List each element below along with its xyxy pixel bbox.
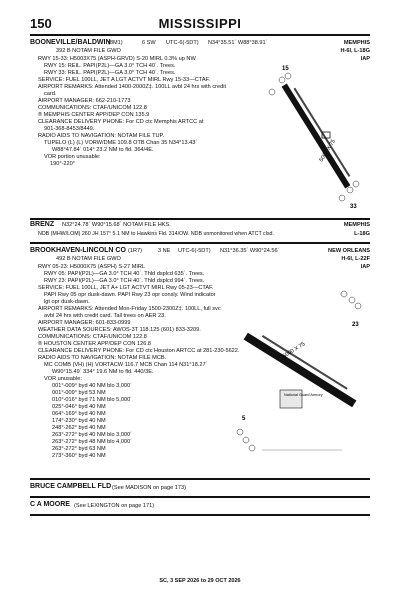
brookhaven-chart2: IAP xyxy=(360,264,370,270)
booneville-name: BOONEVILLE/BALDWIN xyxy=(30,39,111,46)
effective-dates-footer: SC, 3 SEP 2026 to 29 OCT 2026 xyxy=(159,578,241,584)
booneville-navaids: RADIO AIDS TO NAVIGATION: NOTAM FILE TUP. xyxy=(38,133,165,139)
booneville-coords: N34°35.51´ W88°38.91´ xyxy=(208,40,268,46)
brookhaven-weather: WEATHER DATA SOURCES: AWOS-3T 118.125 (601) 833-3209. xyxy=(38,327,201,333)
parallel-taxiway xyxy=(262,335,348,390)
brookhaven-rwy05: RWY 05: PAPI(P2L)—GA 3.0° TCH 40´. Thld dsplcd 635´. Trees. xyxy=(44,271,205,277)
brookhaven-name: BROOKHAVEN-LINCOLN CO xyxy=(30,247,126,254)
runway-end-23: 23 xyxy=(352,322,359,328)
brenz-chart: L-18G xyxy=(354,231,370,237)
bruce-campbell-ref: (See MADISON on page 173) xyxy=(112,485,186,491)
booneville-vor-unusable: VOR portion unusable: xyxy=(44,154,101,160)
booneville-utc: UTC-6(-5DT) xyxy=(166,40,199,46)
vor-restriction: 273°-360° byd 40 NM xyxy=(52,453,106,459)
runway-end-33: 33 xyxy=(350,204,357,210)
brookhaven-utc: UTC-6(-5DT) xyxy=(178,248,211,254)
section-rule xyxy=(30,478,370,480)
vor-restriction: 010°-016° byd 71 NM blo 5,000´ xyxy=(52,397,133,403)
booneville-manager: AIRPORT MANAGER: 662-210-1773 xyxy=(38,98,131,104)
booneville-vor-range: 190°-220° xyxy=(50,161,76,167)
brookhaven-remarks-cont: avbl 24 hrs with credit card. Tall trees on AER 23. xyxy=(44,313,166,319)
brookhaven-mccomb-cont: W90°15.49´ 334° 19.6 NM to fld. 440/3E. xyxy=(52,369,154,375)
page-number: 150 xyxy=(30,16,52,31)
section-rule xyxy=(30,496,370,498)
vor-restriction: 263°-272° byd 48 NM blo 4,000´ xyxy=(52,439,133,445)
runway-dimension-label: 5000 X 75 xyxy=(281,341,307,360)
booneville-clearance: CLEARANCE DELIVERY PHONE: For CD ctc Memphis ARTCC at xyxy=(38,119,204,125)
brookhaven-vor-unusable: VOR unusable: xyxy=(44,376,82,382)
vor-restriction: 001°-009° byd 40 NM blo 3,000´ xyxy=(52,383,133,389)
brookhaven-line2: 492 B NOTAM FILE GWO xyxy=(56,256,121,262)
brookhaven-mccomb: MC COMB (VH) (H) VORTACW 116.7 MCB Chan 114 N31°18.27´ xyxy=(44,362,208,368)
brookhaven-remarks: AIRPORT REMARKS: Attended Mon-Friday 1500-2300Z‡. 100LL, full svc xyxy=(38,306,221,312)
booneville-dist: 6 SW xyxy=(142,40,156,46)
booneville-rwy: RWY 15-33: H5003X75 (ASPH-GRVD) S-20 MIRL 0.3% up NW xyxy=(38,56,196,62)
booneville-rwy33: RWY 33: REIL. PAPI(P2L)—GA 3.0° TCH 40´. Trees. xyxy=(44,70,176,76)
booneville-line2: 392 B NOTAM FILE GWO xyxy=(56,48,121,54)
booneville-remarks-cont: card. xyxy=(44,91,57,97)
brookhaven-manager: AIRPORT MANAGER: 601-833-0999 xyxy=(38,320,131,326)
brookhaven-chart1: H-6I, L-22F xyxy=(341,256,370,262)
brookhaven-region: NEW ORLEANS xyxy=(328,248,370,254)
brookhaven-id: (1R7) xyxy=(128,248,142,254)
runway-end-15: 15 xyxy=(282,66,289,72)
page-title: MISSISSIPPI xyxy=(158,16,242,31)
vor-restriction: 064°-169° byd 40 NM xyxy=(52,411,106,417)
booneville-chart2: IAP xyxy=(360,56,370,62)
booneville-airport-diagram xyxy=(262,62,370,210)
booneville-id: (8M1) xyxy=(108,40,123,46)
section-rule xyxy=(30,218,370,220)
vor-restriction: 025°-046° byd 40 NM xyxy=(52,404,106,410)
booneville-approach: ® MEMPHIS CENTER APP/DEP CON 135.9 xyxy=(38,112,150,118)
runway-15-33 xyxy=(282,84,351,189)
header-rule xyxy=(30,34,370,36)
vor-restriction: 174°-230° byd 40 NM xyxy=(52,418,106,424)
runway-dimension-label: 5003 X 75 xyxy=(318,138,337,164)
vor-restriction: 263°-272° byd 63 NM xyxy=(52,446,106,452)
brookhaven-comms: COMMUNICATIONS: CTAF/UNICOM 122.8 xyxy=(38,334,147,340)
booneville-region: MEMPHIS xyxy=(343,40,370,46)
brookhaven-service-cont: PAPI Rwy 05 opr dusk-dawn. PAPI Rwy 23 opr consly. Wind indicator xyxy=(44,292,216,298)
bruce-campbell-name: BRUCE CAMPBELL FLD xyxy=(30,483,112,490)
booneville-tupelo-cont: W88°47.84´ 014° 23.2 NM to fld. 364/4E. xyxy=(52,147,154,153)
vor-restriction: 263°-272° byd 40 NM blo 3,000´ xyxy=(52,432,133,438)
brookhaven-airport-diagram xyxy=(232,280,370,470)
brenz-region: MEMPHIS xyxy=(343,222,370,228)
brookhaven-service: SERVICE: FUEL 100LL, JET A+ LGT ACTVT MIRL Rwy 05-23—CTAF. xyxy=(38,285,214,291)
brookhaven-coords: N31°36.35´ W90°24.56´ xyxy=(220,248,280,254)
booneville-tupelo: TUPELO (L) (L) VORW/DME 109.8 OTB Chan 35 N34°13.43´ xyxy=(44,140,198,146)
vor-restriction: 248°-262° byd 40 NM xyxy=(52,425,106,431)
brenz-line1: N32°24.78´ W90°15.68´ NOTAM FILE HKS. xyxy=(62,222,171,228)
ca-moore-ref: (See LEXINGTON on page 171) xyxy=(74,503,155,509)
brookhaven-navaids: RADIO AIDS TO NAVIGATION: NOTAM FILE MCB. xyxy=(38,355,167,361)
armory-label: National Guard Armory xyxy=(284,393,323,397)
booneville-remarks: AIRPORT REMARKS: Attended 1400-2000Z‡. 100LL avbl 24 hrs with credit xyxy=(38,84,227,90)
brookhaven-dist: 3 NE xyxy=(158,248,171,254)
booneville-service: SERVICE: FUEL 100LL, JET A LGT ACTVT MIRL Rwy 15-33—CTAF. xyxy=(38,77,210,83)
section-rule xyxy=(30,514,370,516)
booneville-comms: COMMUNICATIONS: CTAF/UNICOM 122.8 xyxy=(38,105,147,111)
brookhaven-rwy23: RWY 23: PAPI(P2L)—GA 3.0° TCH 40´. Thld dsplcd 994´. Trees. xyxy=(44,278,205,284)
vor-restriction: 001°-009° byd 53 NM xyxy=(52,390,106,396)
brookhaven-service-cont2: lgt opr dusk-dawn. xyxy=(44,299,90,305)
brenz-name: BRENZ xyxy=(30,221,55,228)
brenz-ndb: NDB (MHW/LOM) 260 JH 157° 5.1 NM to Hawkins Fld. 314/OW. NDB unmonitored when ATCT clsd. xyxy=(38,231,274,237)
brookhaven-rwy: RWY 05-23: H5000X75 (ASPH) S-27 MIRL xyxy=(38,264,146,270)
brookhaven-approach: ® HOUSTON CENTER APP/DEP CON 126.8 xyxy=(38,341,152,347)
runway-end-5: 5 xyxy=(242,416,246,422)
booneville-chart1: H-6I, L-18G xyxy=(340,48,370,54)
brookhaven-clearance: CLEARANCE DELIVERY PHONE: For CD ctc Houston ARTCC at 281-230-5622. xyxy=(38,348,240,354)
booneville-clearance-phone: 901-368-8453/8449. xyxy=(44,126,95,132)
ca-moore-name: C A MOORE xyxy=(30,501,70,508)
booneville-rwy15: RWY 15: REIL. PAPI(P2L)—GA 3.0° TCH 40´. Trees. xyxy=(44,63,176,69)
section-rule xyxy=(30,242,370,244)
